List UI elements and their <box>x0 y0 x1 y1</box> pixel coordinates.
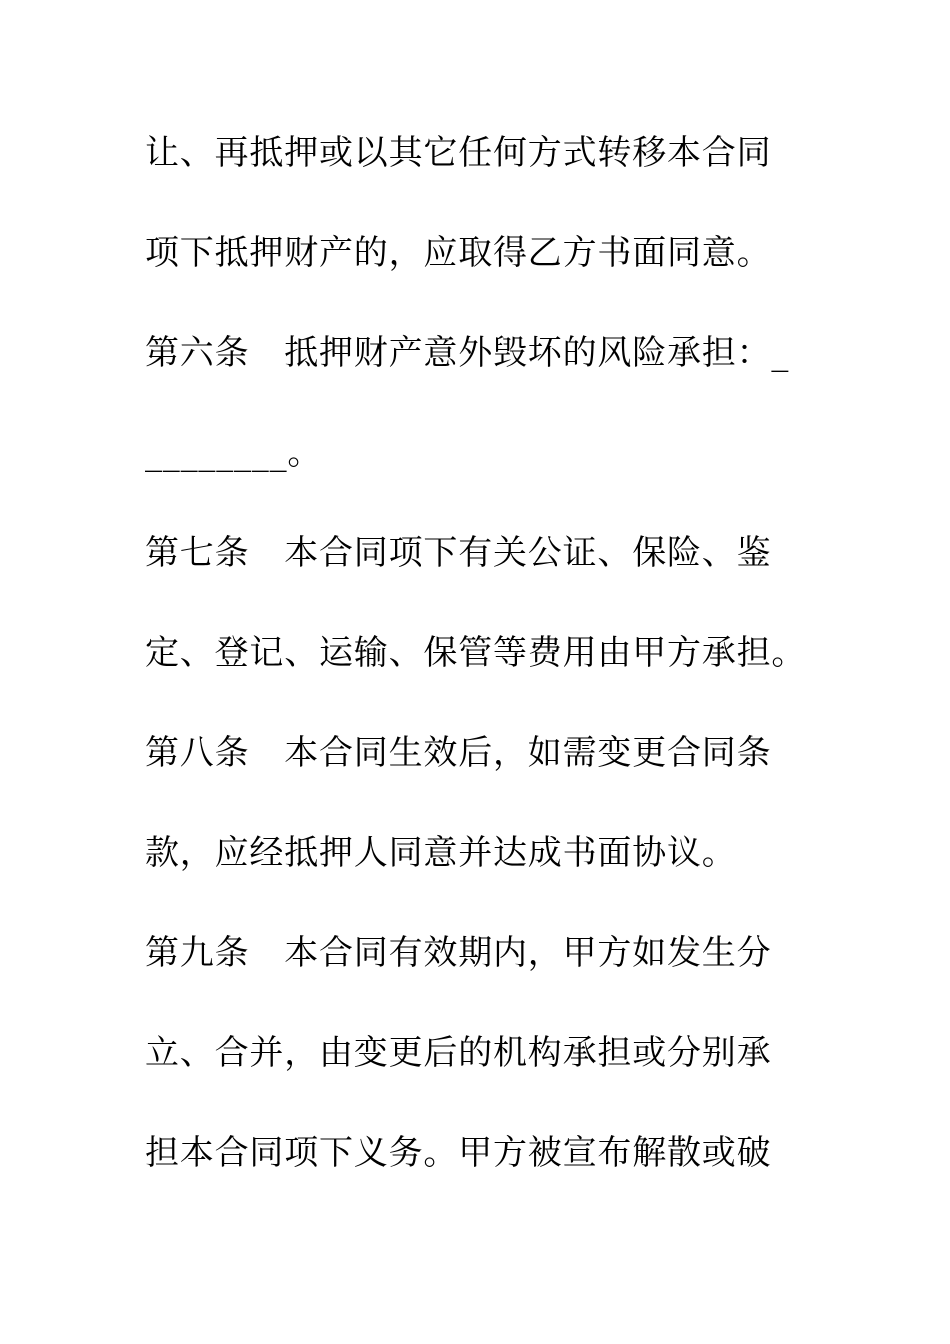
text-line: 第九条 本合同有效期内，甲方如发生分 <box>145 933 772 973</box>
text-line: 款，应经抵押人同意并达成书面协议。 <box>145 833 737 873</box>
text-line: 项下抵押财产的，应取得乙方书面同意。 <box>145 233 772 273</box>
text-line: 第八条 本合同生效后，如需变更合同条 <box>145 733 772 773</box>
text-line: 第六条 抵押财产意外毁坏的风险承担：_ <box>145 333 790 373</box>
text-line: 让、再抵押或以其它任何方式转移本合同 <box>145 133 772 173</box>
text-line: 立、合并，由变更后的机构承担或分别承 <box>145 1033 772 1073</box>
text-line: 担本合同项下义务。甲方被宣布解散或破 <box>145 1133 772 1173</box>
text-line: 定、登记、运输、保管等费用由甲方承担。 <box>145 633 807 673</box>
text-line: 第七条 本合同项下有关公证、保险、鉴 <box>145 533 772 573</box>
text-line: ________。 <box>145 433 323 473</box>
